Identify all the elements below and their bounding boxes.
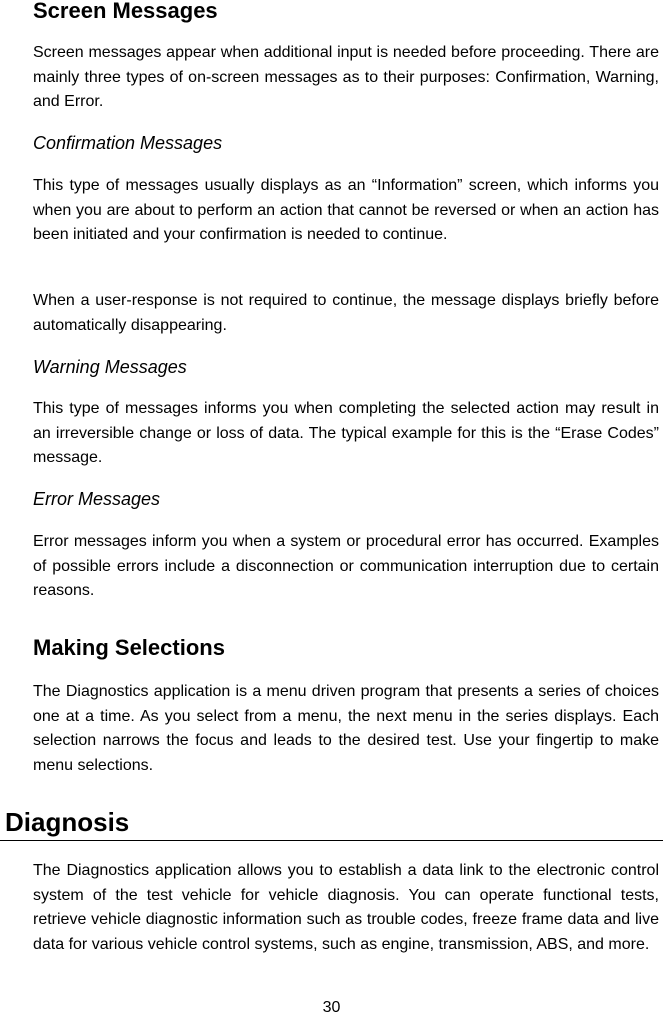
making-selections-heading: Making Selections xyxy=(33,635,225,660)
page-number: 30 xyxy=(322,999,341,1016)
diagnosis-para: The Diagnostics application allows you to establish a data link to the electronic control system of the test vehicle for vehicle diagnosis. You can operate functional tests, retrieve vehicle diagnostic information such as trouble codes, freeze frame data and live data for various vehicle control systems, such as engine, transmission, ABS, and more. xyxy=(33,862,659,953)
confirmation-messages-para-2: When a user-response is not required to continue, the message displays briefly before automatically disappearing. xyxy=(33,292,659,334)
diagnosis-heading: Diagnosis xyxy=(5,807,130,837)
confirmation-messages-heading: Confirmation Messages xyxy=(33,133,223,153)
making-selections-para: The Diagnostics application is a menu driven program that presents a series of choices one at a time. As you select from a menu, the next menu in the series displays. Each selection narrows the focus and leads to the desired test. Use your fingertip to make menu selections. xyxy=(33,683,659,774)
error-messages-para: Error messages inform you when a system or procedural error has occurred. Examples of possible errors include a disconnection or communication interruption due to certain reasons. xyxy=(33,533,659,600)
warning-messages-para: This type of messages informs you when completing the selected action may result in an irreversible change or loss of data. The typical example for this is the “Erase Codes” message. xyxy=(33,400,659,467)
screen-messages-heading: Screen Messages xyxy=(33,0,218,23)
confirmation-messages-para-1: This type of messages usually displays as an “Information” screen, which informs you when you are about to perform an action that cannot be reversed or when an action has been initiated and your confirmation is needed to continue. xyxy=(33,177,659,244)
heading-divider xyxy=(0,840,663,841)
warning-messages-heading: Warning Messages xyxy=(33,357,187,377)
error-messages-heading: Error Messages xyxy=(33,489,161,509)
screen-messages-intro: Screen messages appear when additional input is needed before proceeding. There are mainly three types of on-screen messages as to their purposes: Confirmation, Warning, and Error. xyxy=(33,44,659,111)
